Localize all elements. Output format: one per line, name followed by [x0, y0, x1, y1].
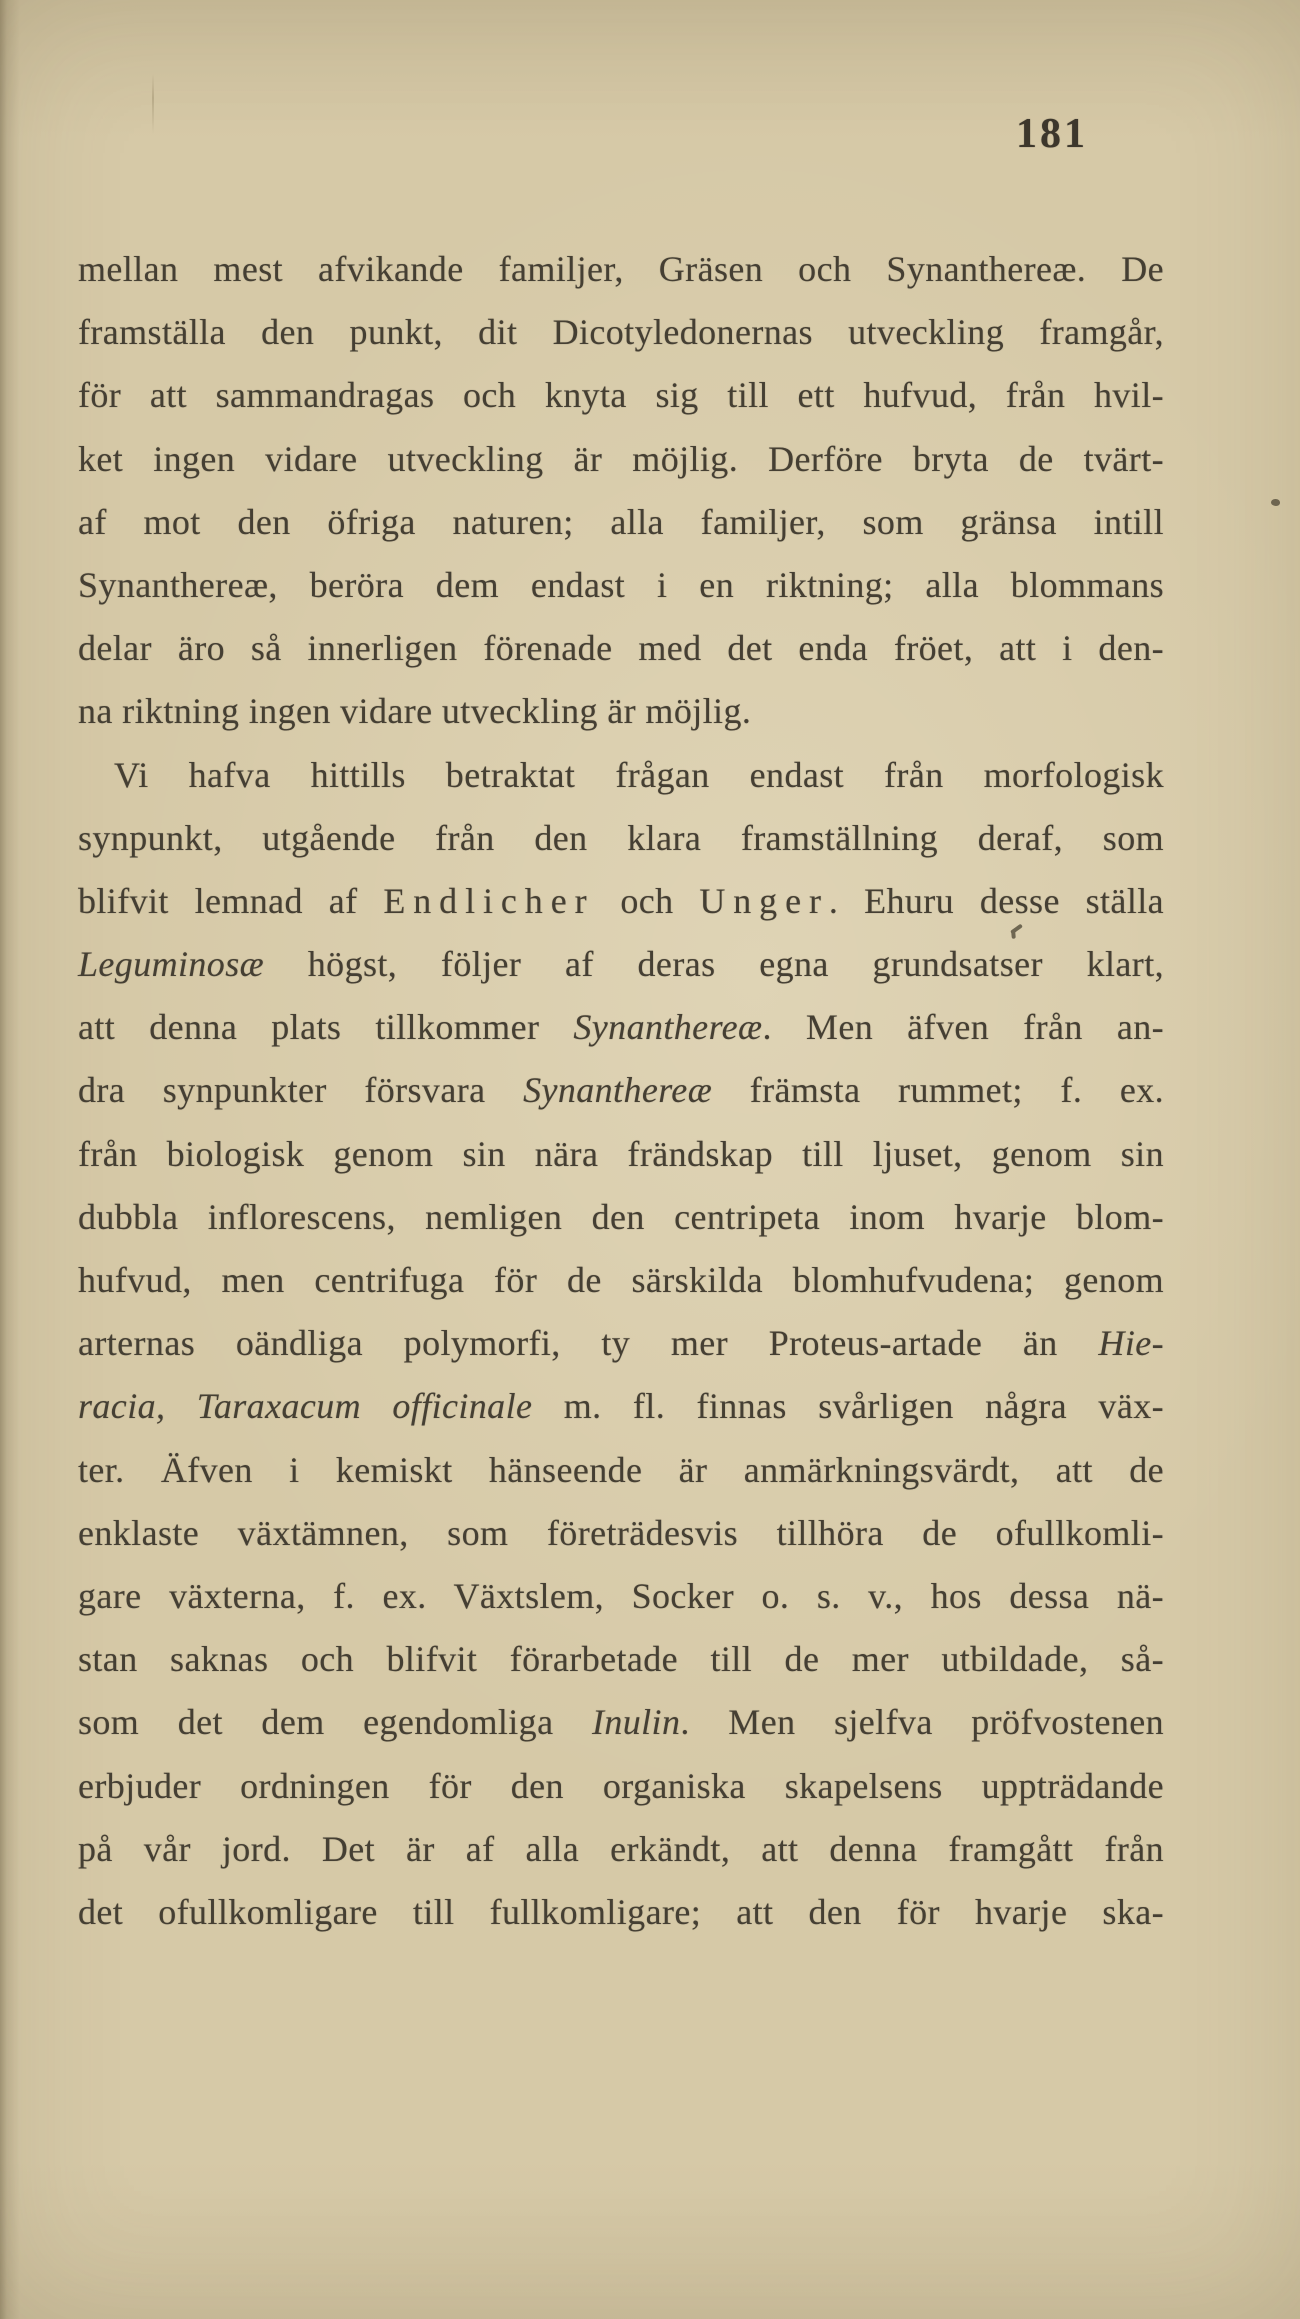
text-segment: som det dem egendomliga: [78, 1702, 592, 1743]
text-line: [78, 1123, 1164, 1186]
text-segment: mellan mest afvikande familjer, Gräsen och Synanthereæ. De: [78, 249, 1164, 289]
text-segment: att denna plats tillkommer: [78, 1007, 574, 1048]
italic-text: racia, Taraxacum officinale: [78, 1386, 533, 1427]
text-line: [78, 1881, 1164, 1944]
text-line: [78, 1502, 1164, 1565]
text-line: [78, 744, 1164, 807]
text-line: [78, 1249, 1164, 1312]
text-line: [78, 1439, 1164, 1502]
text-segment: gare växterna, f. ex. Växtslem, Socker o. s. v., hos dessa nä-: [78, 1575, 1164, 1616]
text-segment: stan saknas och blifvit förarbetade till de mer utbildade, så-: [78, 1639, 1164, 1680]
text-line: [78, 870, 1164, 933]
text-line: [78, 1691, 1164, 1754]
text-segment: synpunkt, utgående från den klara framställning deraf, som: [78, 817, 1164, 858]
text-line: [78, 1755, 1164, 1818]
text-segment: ter. Äfven i kemiskt hänseende är anmärkningsvärdt, att de: [78, 1449, 1164, 1490]
text-line: [78, 1565, 1164, 1628]
text-line: [78, 807, 1164, 870]
text-line: [78, 680, 1164, 743]
text-line: [78, 1312, 1164, 1375]
text-segment: delar äro så innerligen förenade med det enda fröet, att i den-: [78, 628, 1164, 669]
page-number: 181: [1016, 111, 1088, 157]
text-line: [78, 428, 1164, 491]
text-segment: na riktning ingen vidare utveckling är möjlig.: [78, 691, 752, 732]
text-line: [78, 1059, 1164, 1122]
text-segment: det ofullkomligare till fullkomligare; att den för hvarje ska-: [78, 1891, 1164, 1932]
text-line: [78, 238, 1164, 301]
text-line: [78, 1375, 1164, 1438]
text-segment: af mot den öfriga naturen; alla familjer, som gränsa intill: [78, 501, 1164, 542]
text-line: [78, 1186, 1164, 1249]
text-line: [78, 1818, 1164, 1881]
text-segment: m. fl. finnas svårligen några väx-: [532, 1386, 1164, 1427]
text-segment: . Ehuru desse ställa: [828, 880, 1164, 921]
italic-text: Synanthereæ: [523, 1070, 713, 1111]
text-segment: arternas oändliga polymorfi, ty mer Proteus-artade än: [78, 1323, 1099, 1364]
text-line: [78, 933, 1164, 996]
text-segment: Vi hafva hittills betraktat frågan endast från morfologisk: [114, 754, 1164, 795]
italic-text: Synanthereæ: [573, 1007, 763, 1048]
letterspaced-name: Unger: [699, 880, 829, 921]
body-text: [78, 238, 1164, 1944]
text-line: [78, 554, 1164, 617]
letterspaced-name: Endlicher: [383, 880, 595, 921]
text-segment: erbjuder ordningen för den organiska skapelsens uppträdande: [78, 1765, 1164, 1806]
text-segment: dra synpunkter försvara: [78, 1070, 524, 1111]
text-segment: hufvud, men centrifuga för de särskilda blomhufvudena; genom: [78, 1260, 1164, 1300]
text-line: [78, 301, 1164, 364]
ink-speck: [1271, 499, 1280, 506]
text-segment: enklaste växtämnen, som företrädesvis tillhöra de ofullkomli-: [78, 1512, 1164, 1553]
text-segment: dubbla inflorescens, nemligen den centripeta inom hvarje blom-: [78, 1196, 1164, 1237]
text-segment: Synanthereæ, beröra dem endast i en riktning; alla blommans: [78, 564, 1164, 605]
text-segment: . Men sjelfva pröfvostenen: [680, 1702, 1165, 1743]
italic-text: Inulin: [591, 1702, 681, 1743]
italic-text: Hie-: [1098, 1323, 1164, 1364]
italic-text: Leguminosæ: [78, 944, 265, 985]
text-line: [78, 996, 1164, 1059]
text-segment: och: [594, 880, 700, 921]
text-line: [78, 491, 1164, 554]
text-segment: på vår jord. Det är af alla erkändt, att denna framgått från: [78, 1828, 1164, 1869]
text-segment: ket ingen vidare utveckling är möjlig. Derföre bryta de tvärt-: [78, 438, 1164, 479]
text-segment: högst, följer af deras egna grundsatser klart,: [264, 944, 1164, 985]
text-line: [78, 364, 1164, 427]
text-segment: från biologisk genom sin nära frändskap till ljuset, genom sin: [78, 1133, 1164, 1174]
text-line: [78, 617, 1164, 680]
text-segment: framställa den punkt, dit Dicotyledonernas utveckling framgår,: [78, 312, 1164, 353]
text-segment: främsta rummet; f. ex.: [712, 1070, 1164, 1111]
text-segment: . Men äfven från an-: [762, 1007, 1164, 1048]
text-segment: för att sammandragas och knyta sig till ett hufvud, från hvil-: [78, 375, 1164, 416]
text-line: [78, 1628, 1164, 1691]
text-segment: blifvit lemnad af: [78, 880, 384, 921]
paper-crease: [152, 74, 154, 134]
